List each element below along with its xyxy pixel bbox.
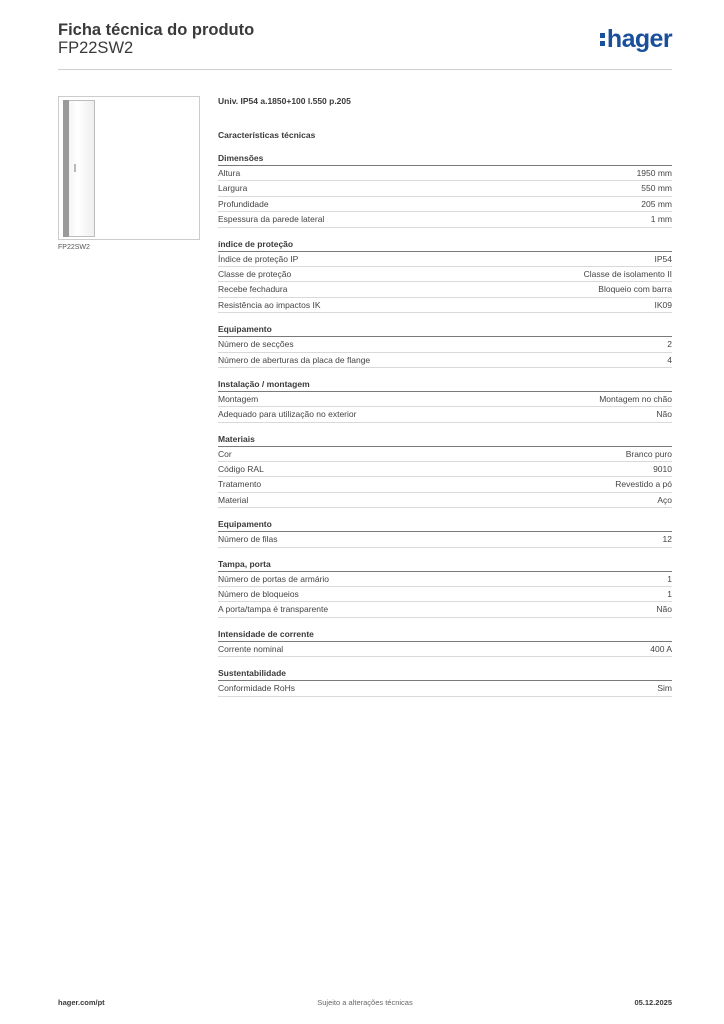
spec-value: 1950 mm	[636, 168, 672, 178]
spec-group	[218, 667, 672, 696]
spec-value: 400 A	[650, 643, 672, 654]
spec-value: 205 mm	[641, 198, 672, 209]
footer-note: Sujeito a alterações técnicas	[317, 998, 413, 1007]
spec-row	[218, 572, 672, 587]
spec-row	[218, 337, 672, 352]
spec-group-title: Sustentabilidade	[218, 667, 672, 681]
spec-row	[218, 447, 672, 462]
spec-value: Branco puro	[625, 448, 672, 459]
spec-group-title: Instalação / montagem	[218, 378, 672, 392]
spec-value: Sim	[657, 683, 672, 694]
spec-label: Número de aberturas da placa de flange	[218, 354, 371, 365]
spec-value: Não	[656, 409, 672, 420]
footer-website: hager.com/pt	[58, 998, 105, 1007]
spec-value: 2	[667, 339, 672, 350]
cabinet-icon	[63, 100, 95, 237]
spec-row	[218, 462, 672, 477]
spec-row	[218, 477, 672, 492]
spec-row	[218, 681, 672, 696]
spec-label: Classe de proteção	[218, 268, 292, 279]
spec-group	[218, 558, 672, 618]
spec-group	[218, 628, 672, 657]
spec-value: IK09	[654, 299, 672, 310]
spec-group-title: Equipamento	[218, 518, 672, 532]
product-image-frame	[58, 96, 200, 240]
spec-group	[218, 152, 672, 228]
spec-value: 4	[667, 354, 672, 365]
spec-row	[218, 181, 672, 196]
spec-label: Cor	[218, 448, 232, 459]
spec-row	[218, 197, 672, 212]
spec-value: 9010	[653, 464, 672, 475]
spec-label: Número de portas de armário	[218, 573, 330, 584]
page-header	[58, 20, 672, 70]
spec-row	[218, 252, 672, 267]
spec-value: 1	[667, 589, 672, 600]
spec-row	[218, 392, 672, 407]
spec-label: Adequado para utilização no exterior	[218, 409, 357, 420]
spec-value: Bloqueio com barra	[598, 284, 672, 295]
spec-group	[218, 378, 672, 423]
spec-group	[218, 433, 672, 509]
spec-group	[218, 518, 672, 547]
spec-value: Não	[656, 604, 672, 615]
spec-row	[218, 212, 672, 227]
spec-group	[218, 238, 672, 314]
spec-row	[218, 407, 672, 422]
spec-label: Altura	[218, 168, 241, 178]
spec-label: Índice de proteção IP	[218, 253, 299, 264]
spec-group	[218, 323, 672, 368]
spec-label: Profundidade	[218, 198, 269, 209]
spec-label: Recebe fechadura	[218, 284, 288, 295]
product-description: Univ. IP54 a.1850+100 l.550 p.205	[218, 96, 351, 106]
footer-date: 05.12.2025	[634, 998, 672, 1007]
spec-row	[218, 493, 672, 508]
spec-row	[218, 282, 672, 297]
spec-group-title: Materiais	[218, 433, 672, 447]
spec-value: 550 mm	[641, 183, 672, 194]
spec-groups	[218, 152, 672, 697]
spec-label: Conformidade RoHs	[218, 683, 296, 694]
spec-group-title: Tampa, porta	[218, 558, 672, 572]
spec-group-title: Dimensões	[218, 152, 672, 166]
product-code: FP22SW2	[58, 39, 134, 57]
spec-label: Espessura da parede lateral	[218, 214, 325, 225]
spec-label: Número de filas	[218, 534, 278, 545]
spec-row	[218, 532, 672, 547]
spec-label: Resistência ao impactos IK	[218, 299, 321, 310]
spec-label: A porta/tampa é transparente	[218, 604, 329, 615]
spec-label: Corrente nominal	[218, 643, 284, 654]
spec-group-title: índice de proteção	[218, 238, 672, 252]
spec-value: IP54	[654, 253, 672, 264]
spec-group-title: Equipamento	[218, 323, 672, 337]
spec-label: Tratamento	[218, 479, 262, 490]
spec-row	[218, 267, 672, 282]
spec-row	[218, 353, 672, 368]
spec-label: Montagem	[218, 393, 259, 404]
logo-text: hager	[606, 25, 672, 53]
spec-value: 1 mm	[650, 214, 672, 225]
spec-row	[218, 642, 672, 657]
hager-logo	[600, 26, 672, 52]
spec-content	[218, 94, 672, 697]
spec-value: Revestido a pó	[615, 479, 672, 490]
document-title: Ficha técnica do produto	[58, 21, 255, 39]
spec-label: Largura	[218, 183, 248, 194]
spec-value: Montagem no chão	[599, 393, 672, 404]
spec-value: 1	[667, 573, 672, 584]
spec-label: Número de bloqueios	[218, 589, 299, 600]
spec-value: Aço	[657, 494, 672, 505]
spec-group-title: Intensidade de corrente	[218, 628, 672, 642]
spec-row	[218, 166, 672, 181]
product-image-caption: FP22SW2	[58, 244, 90, 251]
spec-row	[218, 587, 672, 602]
page-footer	[58, 998, 672, 1010]
spec-section-title: Características técnicas	[218, 130, 316, 140]
spec-label: Número de secções	[218, 339, 294, 350]
spec-value: Classe de isolamento II	[583, 268, 672, 279]
spec-row	[218, 602, 672, 617]
logo-colon-icon	[600, 31, 605, 51]
spec-row	[218, 298, 672, 313]
spec-label: Material	[218, 494, 249, 505]
spec-label: Código RAL	[218, 464, 264, 475]
spec-value: 12	[662, 534, 672, 545]
